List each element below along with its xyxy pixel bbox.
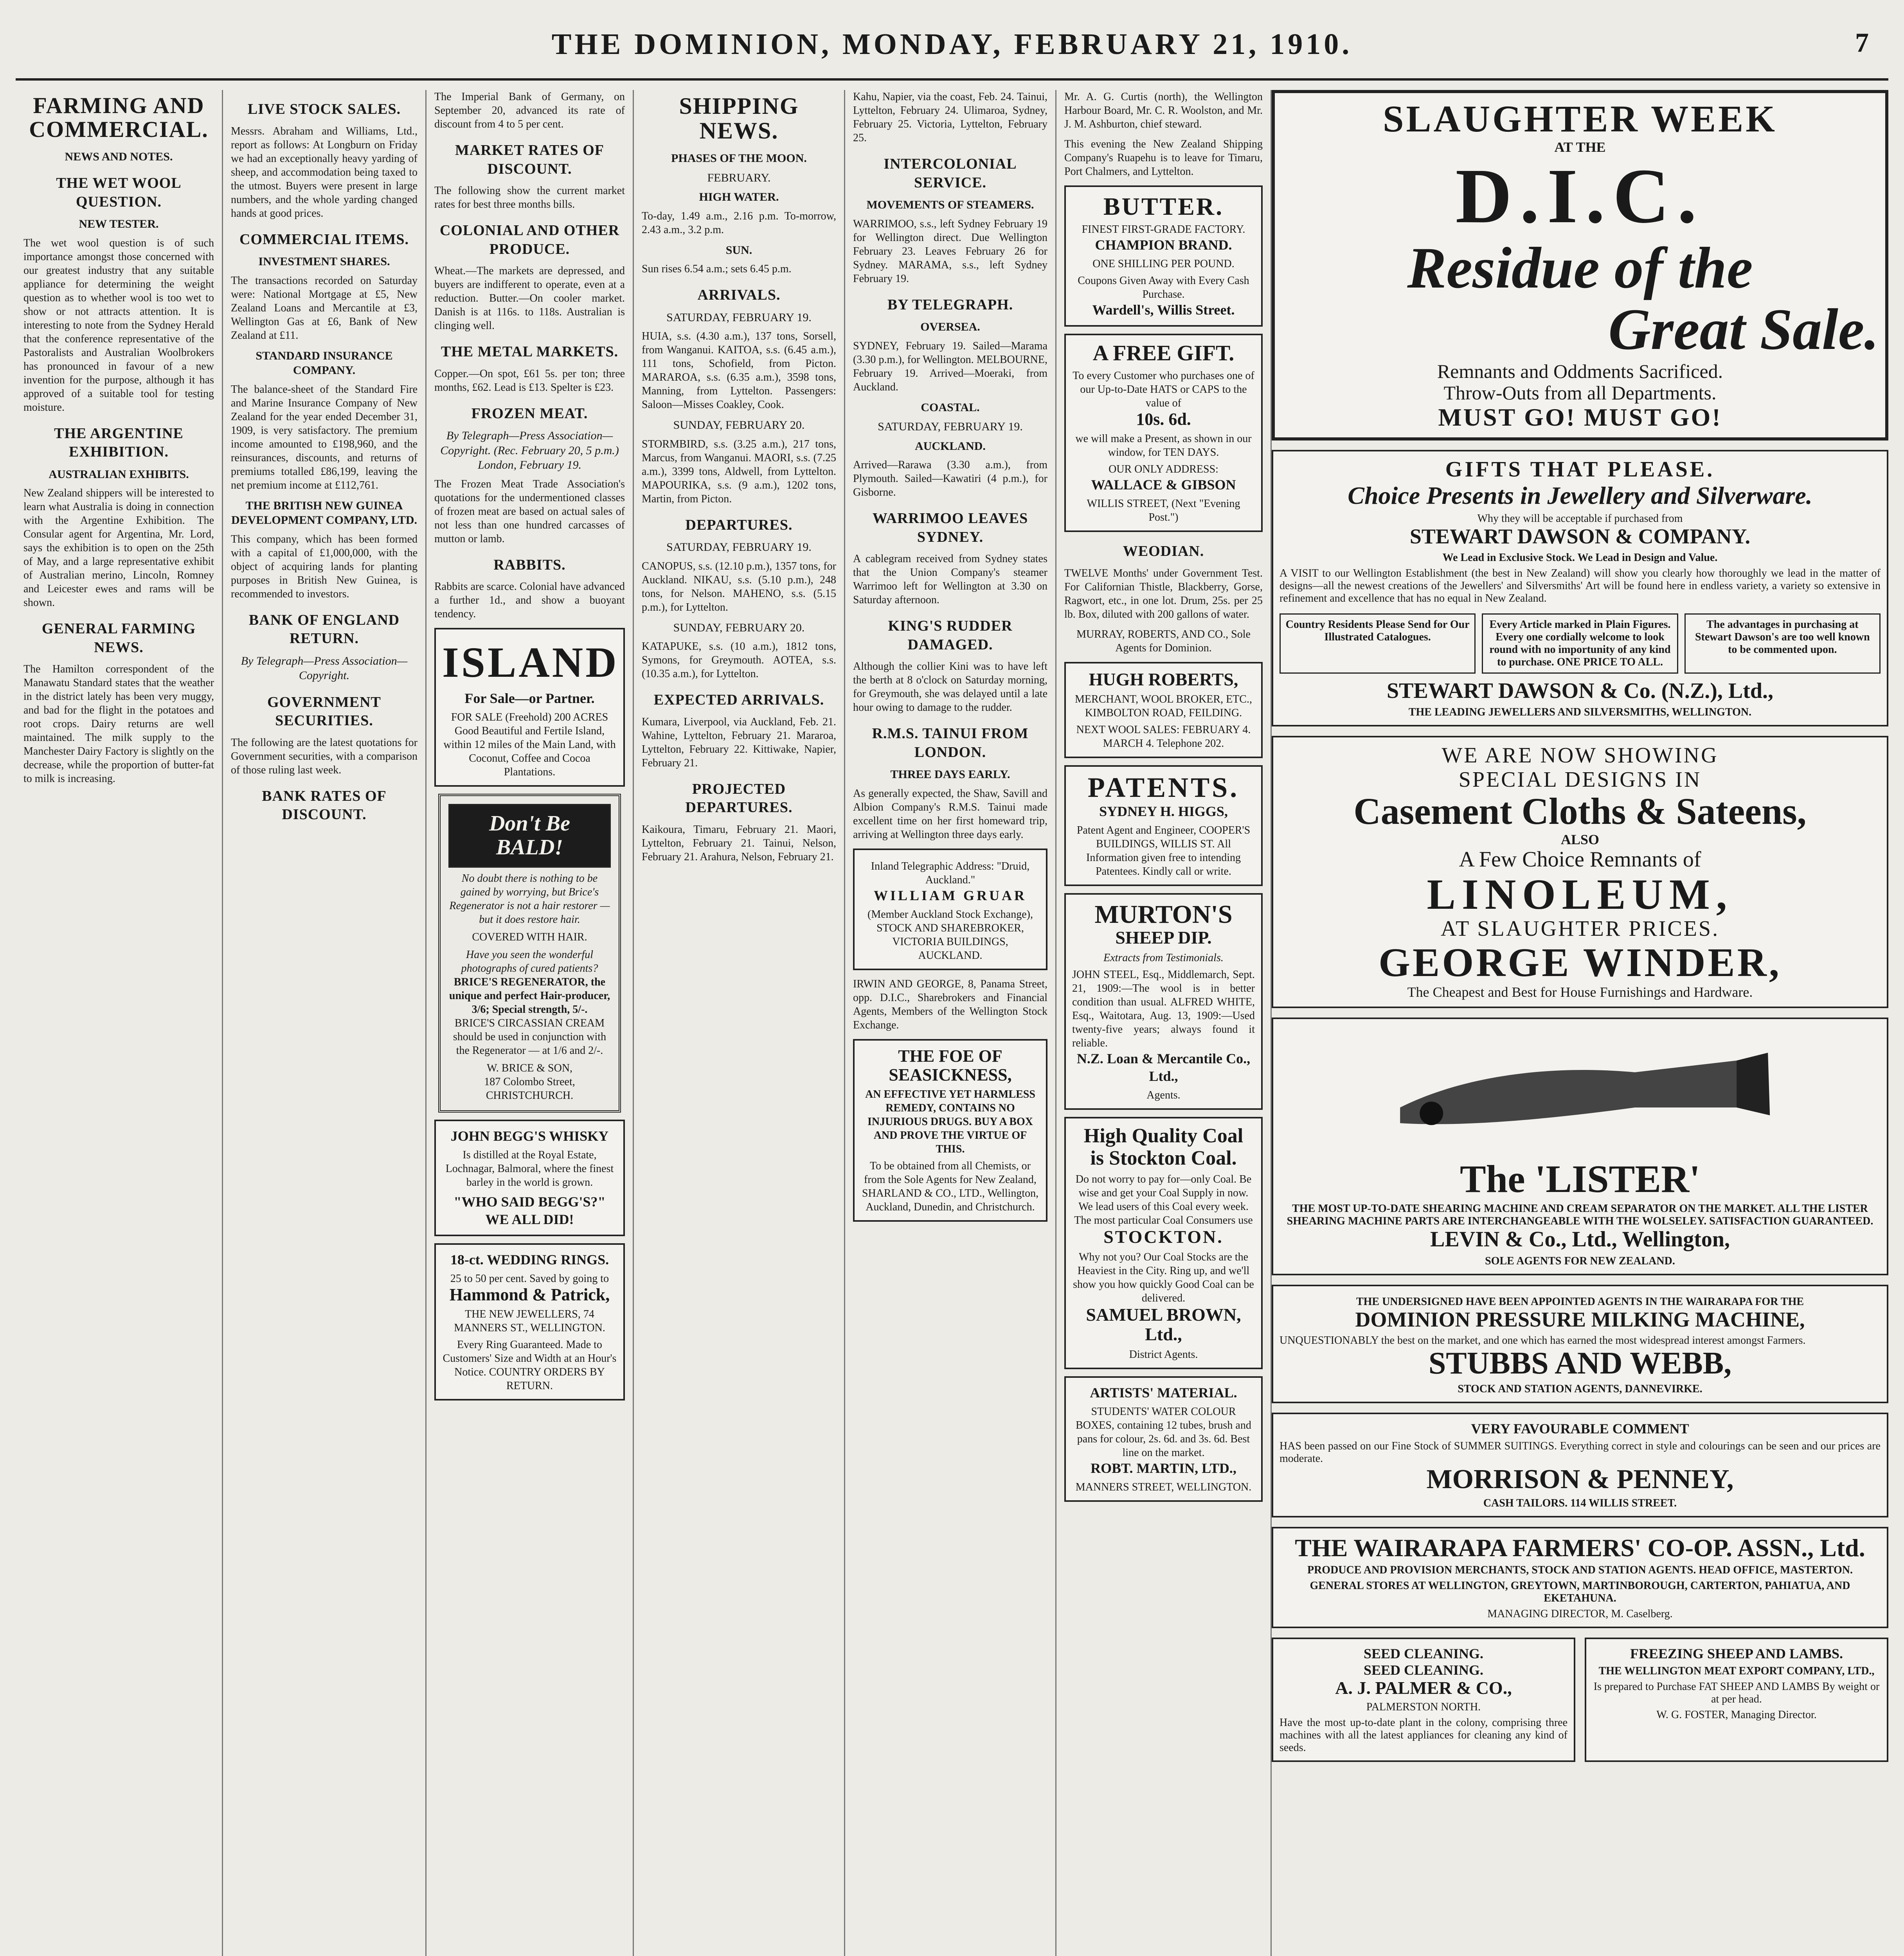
oversea-text: SYDNEY, February 19. Sailed—Marama (3.30 p.m.), for Wellington. MELBOURNE, February 19. Arrived—Moeraki, from Auckland. [853, 340, 1047, 393]
morrison-penney-ad [1272, 1413, 1888, 1517]
patents-title: PATENTS. [1087, 772, 1240, 804]
slaughter-residue: Residue of the [1407, 235, 1753, 300]
high-water-text: To-day, 1.49 a.m., 2.16 p.m. To-morrow, 2.43 a.m., 3.2 p.m. [642, 210, 836, 236]
gifts-why: Why they will be acceptable if purchased from [1477, 512, 1683, 525]
bald-circassian: BRICE'S CIRCASSIAN CREAM should be used in conjunction with the Regenerator — at 1/6 and 2/-. [453, 1017, 606, 1057]
tainui-title: R.M.S. TAINUI FROM LONDON. [872, 725, 1029, 760]
article-body: The following are the latest quotations for Government securities, with a comparison of those ruling last week. [231, 736, 418, 776]
tainui-text: As generally expected, the Shaw, Savill and Albion Company's R.M.S. Tainui made excellent time on her first homeward trip, arriving at Wellington three days early. [853, 787, 1047, 841]
projected-departures-title: PROJECTED DEPARTURES. [685, 780, 793, 816]
article-body: Wheat.—The markets are depressed, and buyers are indifferent to operate, even at a reduction. Butter.—On cooler market. Danish is at 116s. to 118s. Australian is clinging well. [434, 265, 625, 332]
free-gift-ad [1064, 334, 1263, 532]
colonial-produce-title: COLONIAL AND OTHER PRODUCE. [439, 222, 620, 257]
article-body: The Frozen Meat Trade Association's quotations for the undermentioned classes of frozen meat are based on actual sales of not less than one hundred carcasses of mutton or lamb. [434, 478, 625, 545]
irwin-text: IRWIN AND GEORGE, 8, Panama Street, opp. D.I.C., Sharebrokers and Financial Agents, Members of the Wellington Stock Exchange. [853, 978, 1047, 1031]
arrivals-title: ARRIVALS. [697, 287, 781, 303]
slaughter-dic: D.I.C. [1455, 153, 1705, 239]
gruar-ad [853, 849, 1047, 970]
winder-special: SPECIAL DESIGNS IN [1458, 767, 1702, 792]
slaughter-great-sale: Great Sale. [1608, 297, 1879, 362]
hugh-subtitle: MERCHANT, WOOL BROKER, ETC., KIMBOLTON ROAD, FEILDING. [1075, 693, 1252, 719]
movements-title: MOVEMENTS OF STEAMERS. [866, 198, 1034, 211]
auckland-text: Arrived—Rarawa (3.30 a.m.), from Plymouth. Sailed—Kawatiri (4 p.m.), for Gisborne. [853, 459, 1047, 498]
column-text: Mr. A. G. Curtis (north), the Wellington Harbour Board, Mr. C. R. Woolston, and Mr. J. M. Ashburton, chief steward. [1064, 91, 1263, 130]
stockton-coal-ad [1064, 1117, 1263, 1369]
dominion-text: UNQUESTIONABLY the best on the market, and one which has earned the most widespread interest amongst Farmers. [1280, 1334, 1806, 1347]
stockton-text: Why not you? Our Coal Stocks are the Heaviest in the City. Ring up, and we'll show you how quickly Good Coal can be delivered. [1073, 1251, 1254, 1304]
palmer-name: A. J. PALMER & CO., [1335, 1677, 1512, 1698]
butter-coupons: Coupons Given Away with Every Cash Purchase. [1078, 275, 1249, 301]
robt-martin-name: ROBT. MARTIN, LTD., [1091, 1460, 1236, 1476]
island-ad [434, 628, 625, 787]
intercolonial-title: INTERCOLONIAL SERVICE. [884, 156, 1017, 191]
weedian-text: TWELVE Months' under Government Test. For Californian Thistle, Blackberry, Gorse, Ragwort, etc., in one lot. Drum, 25s. per 25 lb. Box, diluted with 200 gallons of water. [1064, 567, 1263, 620]
rings-footer: Every Ring Guaranteed. Made to Customers' Size and Width at an Hour's Notice. COUNTRY ORDERS BY RETURN. [443, 1339, 617, 1392]
three-days-title: THREE DAYS EARLY. [890, 768, 1010, 781]
stewart-boxes [1280, 610, 1881, 674]
article-body: Rabbits are scarce. Colonial have advanced a further 1d., and show a buoyant tendency. [434, 581, 625, 620]
rings-text: 25 to 50 per cent. Saved by going to [450, 1272, 609, 1285]
wardells-name: Wardell's, Willis Street. [1092, 302, 1235, 318]
article-body: The Hamilton correspondent of the Manawatu Standard states that the weather in the district lately has been very muggy, and bad for the flight in the potatoes and root crops. Dairy returns are well maintained. The milk supply to the Manchester Dairy Factory is slightly on the decrease, while the proportion of butter-fat to milk is increasing. [23, 663, 214, 785]
stockton-title: STOCKTON. [1103, 1227, 1224, 1247]
stewart-company-subtitle: THE LEADING JEWELLERS AND SILVERSMITHS, WELLINGTON. [1408, 706, 1752, 719]
bald-address: 187 Colombo Street, CHRISTCHURCH. [484, 1075, 575, 1102]
freezing-foster: W. G. FOSTER, Managing Director. [1656, 1708, 1817, 1721]
palmer-subtitle: PALMERSTON NORTH. [1366, 1701, 1481, 1713]
sunday-arrivals-text: STORMBIRD, s.s. (3.25 a.m.), 217 tons, Marcus, from Wanganui. MAORI, s.s. (7.25 a.m.), 3399 tons, Aldwell, from Lyttelton. MAPOURIKA, s.s. (9 a.m.), 1202 tons, Martin, from Picton. [642, 438, 836, 505]
rabbits-title: RABBITS. [493, 556, 566, 573]
metal-markets-title: THE METAL MARKETS. [441, 343, 619, 360]
palmer-seed-ad [1272, 1638, 1575, 1762]
island-text: FOR SALE (Freehold) 200 ACRES Good Beautiful and Fertile Island, within 12 miles of the Main Land, with Coconut, Coffee and Cocoa Plantations. [443, 711, 616, 778]
morrison-intro: VERY FAVOURABLE COMMENT [1471, 1421, 1689, 1436]
gifts-title: GIFTS THAT PLEASE. [1445, 457, 1715, 482]
samuel-brown-name: SAMUEL BROWN, Ltd., [1086, 1304, 1241, 1345]
freezing-company: THE WELLINGTON MEAT EXPORT COMPANY, LTD., [1598, 1665, 1875, 1677]
stubbs-subtitle: STOCK AND STATION AGENTS, DANNEVIRKE. [1458, 1383, 1702, 1395]
arrivals-date: SATURDAY, FEBRUARY 19. [666, 311, 812, 324]
arrivals-text: HUIA, s.s. (4.30 a.m.), 137 tons, Sorsell, from Wanganui. KAITOA, s.s. (6.45 a.m.), 111 tons, Schofield, from Picton. MARAROA, s.s. (6.35 a.m.), 3598 tons, Manning, from Lyttelton. Passengers: Saloon—Misses Coakley, Cook. [642, 330, 836, 411]
freezing-title: FREEZING SHEEP AND LAMBS. [1630, 1645, 1843, 1661]
movements-text: WARRIMOO, s.s., left Sydney February 19 for Wellington direct. Due Wellington February 23. Leaves February 26 for Sydney. MARAMA, s.s., left Sydney February 19. [853, 218, 1047, 285]
gifts-subtitle: Choice Presents in Jewellery and Silverware. [1348, 481, 1812, 509]
winder-name: GEORGE WINDER, [1379, 940, 1782, 985]
wfca-manager: MANAGING DIRECTOR, M. Caselberg. [1487, 1607, 1673, 1620]
stewart-box-advantages: The advantages in purchasing at Stewart Dawson's are too well known to be commented upon. [1684, 613, 1881, 674]
rings-company: Hammond & Patrick, [449, 1285, 610, 1304]
column-farming [16, 90, 223, 1956]
winder-prices: AT SLAUGHTER PRICES. [1440, 917, 1720, 941]
brice-ad [438, 794, 621, 1113]
market-rates-title: MARKET RATES OF DISCOUNT. [455, 142, 604, 177]
bank-of-england-title: BANK OF ENGLAND RETURN. [248, 611, 400, 647]
new-guinea-title: THE BRITISH NEW GUINEA DEVELOPMENT COMPANY, LTD. [231, 499, 418, 527]
freezing-text: Is prepared to Purchase FAT SHEEP AND LAMBS By weight or at per head. [1593, 1680, 1880, 1705]
artists-text: STUDENTS' WATER COLOUR BOXES, containing 12 tubes, brush and pans for colour, 2s. 6d. and 3s. 6d. Best line on the market. [1076, 1405, 1251, 1459]
bald-text: No doubt there is nothing to be gained by worrying, but Brice's Regenerator is not a hair restorer — but it does restore hair. [449, 872, 610, 926]
stewart-text: A VISIT to our Wellington Establishment (the best in New Zealand) will show you clearly how thoroughly we lead in the matter of designs—all the newest creations of the Jewellers' and Silversmiths' Art will be found here in endless variety, a variety so extensive in refinement and excellence that has no equal in New Zealand. [1280, 567, 1881, 604]
bald-company: W. BRICE & SON, [486, 1062, 573, 1074]
coal-title: High Quality Coal [1083, 1124, 1244, 1147]
by-telegraph-title: BY TELEGRAPH. [887, 296, 1013, 313]
departures-title: DEPARTURES. [685, 516, 793, 533]
hugh-name: HUGH ROBERTS, [1089, 669, 1238, 689]
stewart-box-prices: Every Article marked in Plain Figures. Every one cordially welcome to look round with no importunity of any kind to purchase. ONE PRICE TO ALL. [1482, 613, 1678, 674]
commercial-items-title: COMMERCIAL ITEMS. [239, 231, 409, 248]
artists-material-ad [1064, 1376, 1263, 1502]
winder-linoleum: LINOLEUM, [1427, 870, 1733, 918]
patents-subtitle: Patent Agent and Engineer, COOPER'S BUILDINGS, WILLIS ST. All Information given free to intending Patentees. Kindly call or write. [1076, 824, 1251, 877]
sunday-departures-text: KATAPUKE, s.s. (10 a.m.), 1812 tons, Symons, for Greymouth. AOTEA, s.s. (10.35 a.m.), for Lyttelton. [642, 640, 836, 680]
bottom-ads-row [1272, 1638, 1888, 1762]
winder-showing: WE ARE NOW SHOWING [1441, 743, 1719, 768]
gift-text: To every Customer who purchases one of our Up-to-Date HATS or CAPS to the value of [1073, 369, 1254, 409]
standard-insurance-title: STANDARD INSURANCE COMPANY. [256, 349, 393, 377]
island-subtitle: For Sale—or Partner. [464, 690, 595, 706]
article-body: Messrs. Abraham and Williams, Ltd., report as follows: At Longburn on Friday we had an exceptionally heavy yarding of sheep, and accommodation being taxed to the utmost. Buyers were present in large numbers, and the whole yarding changed hands at good prices. [231, 125, 418, 219]
murton-company: N.Z. Loan & Mercantile Co., Ltd., [1076, 1050, 1251, 1084]
lister-agents: SOLE AGENTS FOR NEW ZEALAND. [1485, 1255, 1675, 1267]
sunday-departures-date: SUNDAY, FEBRUARY 20. [673, 621, 805, 634]
gift-footer: we will make a Present, as shown in our window, for TEN DAYS. [1075, 433, 1252, 459]
murton-text: JOHN STEEL, Esq., Middlemarch, Sept. 21, 1909:—The wool is in better condition than usual. ALFRED WHITE, Esq., Waitotara, Aug. 13, 1909:—Used twenty-five years; always found it reliable. [1072, 968, 1255, 1049]
slaughter-week-ad [1272, 90, 1888, 440]
george-winder-ad [1272, 736, 1888, 1008]
lister-company: LEVIN & Co., Ltd., Wellington, [1430, 1227, 1730, 1252]
bald-regenerator: BRICE'S REGENERATOR, the unique and perfect Hair-producer, 3/6; Special strength, 5/-. [449, 976, 610, 1016]
masthead [0, 27, 1904, 74]
lister-text: THE MOST UP-TO-DATE SHEARING MACHINE AND CREAM SEPARATOR ON THE MARKET. ALL THE LISTER SHEARING MACHINE PARTS ARE INTERCHANGEABLE WITH THE WOLSELEY. SATISFACTION GUARANTEED. [1287, 1203, 1873, 1228]
article-body: The following show the current market rates for best three months bills. [434, 185, 625, 210]
patents-name: SYDNEY H. HIGGS, [1099, 803, 1228, 819]
whisky-text: Is distilled at the Royal Estate, Lochnagar, Balmoral, where the finest barley in the world is grown. [445, 1149, 614, 1188]
oversea-title: OVERSEA. [920, 320, 980, 333]
ports-text: Kahu, Napier, via the coast, Feb. 24. Tainui, Lyttelton, February 24. Ulimaroa, Sydney, February 25. Victoria, Lyttelton, February 25. [853, 91, 1047, 144]
frozen-meat-title: FROZEN MEAT. [471, 405, 588, 422]
frozen-meat-subtitle: By Telegraph—Press Association—Copyright. (Rec. February 20, 5 p.m.) London, February 19. [440, 429, 619, 471]
kini-title: KING'S RUDDER DAMAGED. [888, 618, 1013, 653]
dominion-title: DOMINION PRESSURE MILKING MACHINE, [1355, 1307, 1805, 1331]
slaughter-title: SLAUGHTER WEEK [1383, 98, 1777, 140]
wallace-subtitle: WILLIS STREET, (Next "Evening Post.") [1087, 498, 1240, 524]
right-advertisements [1272, 90, 1888, 1956]
rings-title: 18-ct. WEDDING RINGS. [450, 1251, 609, 1267]
auckland-title: AUCKLAND. [915, 439, 986, 453]
live-stock-title: LIVE STOCK SALES. [247, 101, 401, 117]
expected-arrivals-text: Kumara, Liverpool, via Auckland, Feb. 21. Wahine, Lyttelton, February 21. Mararoa, Lyttelton, February 22. Kittiwake, Napier, February 21. [642, 716, 836, 769]
samuel-brown-subtitle: District Agents. [1129, 1348, 1198, 1361]
butter-ad [1064, 185, 1263, 327]
murton-extracts: Extracts from Testimonials. [1103, 951, 1224, 964]
article-body: The transactions recorded on Saturday were: National Mortgage at £5, New Zealand Loans and Mercantile at £3, Wellington Gas at £6, Bank of New Zealand at £11. [231, 274, 418, 342]
coal-subtitle: is Stockton Coal. [1090, 1147, 1237, 1169]
dominion-intro: THE UNDERSIGNED HAVE BEEN APPOINTED AGENTS IN THE WAIRARAPA FOR THE [1356, 1295, 1804, 1308]
winder-casement: Casement Cloths & Sateens, [1353, 790, 1807, 832]
seasickness-ad [853, 1039, 1047, 1222]
begg-whisky-ad [434, 1120, 625, 1236]
shearing-handpiece-illustration [1310, 1029, 1850, 1154]
winder-few: A Few Choice Remnants of [1459, 847, 1701, 872]
hugh-roberts-ad [1064, 662, 1263, 759]
butter-title: BUTTER. [1103, 192, 1224, 220]
winder-also: ALSO [1560, 832, 1600, 848]
high-water-title: HIGH WATER. [699, 191, 779, 203]
inland-telegraph: Inland Telegraphic Address: "Druid, Auckland." [871, 860, 1030, 886]
projected-departures-text: Kaikoura, Timaru, February 21. Maori, Lyttelton, February 21. Tainui, Nelson, February 21. Arahura, Nelson, February 21. [642, 823, 836, 863]
artists-title: ARTISTS' MATERIAL. [1090, 1384, 1237, 1400]
murton-subtitle: SHEEP DIP. [1115, 928, 1212, 948]
stubbs-name: STUBBS AND WEBB, [1428, 1346, 1732, 1381]
phases-title: PHASES OF THE MOON. [671, 152, 807, 165]
rings-subtitle: THE NEW JEWELLERS, 74 MANNERS ST., WELLINGTON. [454, 1308, 605, 1334]
foe-text: AN EFFECTIVE YET HARMLESS REMEDY, CONTAINS NO INJURIOUS DRUGS. BUY A BOX AND PROVE THE VIRTUE OF THIS. [865, 1088, 1035, 1156]
article-body: Copper.—On spot, £61 5s. per ton; three months, £62. Lead is £13. Spelter is £23. [434, 367, 625, 394]
bank-rates-title: BANK RATES OF DISCOUNT. [262, 787, 387, 823]
sun-text: Sun rises 6.54 a.m.; sets 6.45 p.m. [642, 263, 792, 275]
newspaper-masthead: THE DOMINION, MONDAY, FEBRUARY 21, 1910. [551, 28, 1353, 61]
lister-ad [1272, 1018, 1888, 1275]
page-number: 7 [1855, 28, 1869, 58]
dominion-milking-ad [1272, 1285, 1888, 1403]
slaughter-at: AT THE [1554, 139, 1606, 155]
phases-month: FEBRUARY. [707, 171, 771, 184]
butter-subtitle: FINEST FIRST-GRADE FACTORY. [1082, 223, 1245, 236]
butter-brand: CHAMPION BRAND. [1095, 237, 1232, 253]
foe-title: THE FOE OF SEASICKNESS, [889, 1046, 1012, 1084]
shearing-handpiece-icon [1310, 1029, 1850, 1154]
investment-title: INVESTMENT SHARES. [258, 255, 390, 268]
departures-text: CANOPUS, s.s. (12.10 p.m.), 1357 tons, for Auckland. NIKAU, s.s. (5.10 p.m.), 248 tons, for Nelson. MAHENO, s.s. (5.15 p.m.), for Lyttelton. [642, 560, 836, 613]
wairarapa-farmers-ad [1272, 1527, 1888, 1628]
article-subtitle: AUSTRALIAN EXHIBITS. [49, 467, 189, 481]
robt-martin-subtitle: MANNERS STREET, WELLINGTON. [1075, 1481, 1252, 1493]
murton-title: MURTON'S [1094, 900, 1233, 929]
murton-sheep-dip-ad [1064, 893, 1263, 1110]
kini-text: Although the collier Kini was to have left the berth at 8 o'clock on Saturday morning, for Greymouth, she was delayed until a late hour owing to damage to the rudder. [853, 660, 1047, 714]
patents-ad [1064, 765, 1263, 886]
warrimoo-title: WARRIMOO LEAVES SYDNEY. [872, 510, 1028, 545]
news-notes-heading: NEWS AND NOTES. [65, 150, 173, 163]
lister-title: The 'LISTER' [1459, 1157, 1701, 1201]
column-intercolonial [845, 90, 1056, 1956]
morrison-subtitle: CASH TAILORS. 114 WILLIS STREET. [1483, 1497, 1677, 1509]
column-markets [427, 90, 634, 1956]
wfca-subtitle: PRODUCE AND PROVISION MERCHANTS, STOCK AND STATION AGENTS. HEAD OFFICE, MASTERTON. [1307, 1564, 1853, 1576]
shipping-title: SHIPPING NEWS. [679, 93, 799, 144]
bank-subtitle: By Telegraph—Press Association—Copyright. [241, 654, 408, 682]
bald-title: Don't Be BALD! [489, 811, 570, 860]
article-body: The balance-sheet of the Standard Fire and Marine Insurance Company of New Zealand for the year ended December 31, 1909, is very satisfactory. The premium income amounted to £198,960, and the reinsurances, discounts, and returns of premiums totalled £86,199, leaving the net premium income at £112,761. [231, 383, 418, 491]
article-body: The wet wool question is of such importance amongst those concerned with our greatest industry that any suitable appliance for determining the weight question as to whether wool is too wet to show or not attracts attention. It is interesting to note from the Sydney Herald that the conference representative of the Pastoralists and Australian Woolbrokers has pronounced in favour of a new invention for the purpose, although it has approved of a suitable tool for testing moisture. [23, 237, 214, 413]
whisky-tagline: "WHO SAID BEGG'S?" WE ALL DID! [454, 1194, 606, 1227]
expected-arrivals-title: EXPECTED ARRIVALS. [653, 692, 824, 708]
slaughter-must-go: MUST GO! MUST GO! [1438, 403, 1722, 431]
gov-securities-title: GOVERNMENT SECURITIES. [267, 694, 381, 729]
article-title-argentine: THE ARGENTINE EXHIBITION. [54, 425, 184, 460]
wallace-address-label: OUR ONLY ADDRESS: [1109, 463, 1218, 476]
bald-covered: COVERED WITH HAIR. [472, 931, 587, 943]
masthead-rule [16, 78, 1888, 81]
seed-title: SEED CLEANING. [1363, 1645, 1484, 1661]
coastal-title: COASTAL. [921, 401, 980, 414]
wfca-stores: GENERAL STORES AT WELLINGTON, GREYTOWN, MARTINBOROUGH, CARTERTON, PAHIATUA, AND EKETAHUNA. [1310, 1579, 1850, 1604]
sunday-arrivals-date: SUNDAY, FEBRUARY 20. [673, 419, 805, 431]
coastal-date: SATURDAY, FEBRUARY 19. [878, 420, 1023, 433]
gruar-subtitle: (Member Auckland Stock Exchange), STOCK AND SHAREBROKER, VICTORIA BUILDINGS, AUCKLAND. [867, 908, 1033, 962]
morrison-name: MORRISON & PENNEY, [1426, 1464, 1734, 1494]
gruar-name: WILLIAM GRUAR [873, 887, 1027, 903]
palmer-text: Have the most up-to-date plant in the colony, comprising three machines with all the latest appliances for cleaning any kind of seeds. [1280, 1717, 1567, 1754]
stewart-company: STEWART DAWSON & Co. (N.Z.), Ltd., [1386, 678, 1774, 703]
article-subtitle: NEW TESTER. [79, 218, 159, 231]
hugh-sales: NEXT WOOL SALES: FEBRUARY 4. MARCH 4. Telephone 202. [1076, 724, 1251, 750]
gift-title: A FREE GIFT. [1092, 341, 1235, 366]
article-title-wet-wool: THE WET WOOL QUESTION. [56, 175, 182, 210]
wedding-rings-ad [434, 1243, 625, 1400]
bald-banner [448, 804, 611, 868]
departures-date: SATURDAY, FEBRUARY 19. [666, 541, 812, 554]
slaughter-throw-outs: Throw-Outs from all Departments. [1443, 381, 1717, 404]
section-title: FARMING AND COMMERCIAL. [29, 93, 209, 142]
morrison-text: HAS been passed on our Fine Stock of SUMMER SUITINGS. Everything correct in style and colourings can be seen and our prices are moderate. [1280, 1440, 1881, 1465]
whisky-title: JOHN BEGG'S WHISKY [450, 1128, 609, 1144]
weedian-title: WEODIAN. [1123, 543, 1204, 560]
slaughter-remnants: Remnants and Oddments Sacrificed. [1437, 360, 1723, 382]
stewart-lead: We Lead in Exclusive Stock. We Lead in Design and Value. [1442, 551, 1718, 564]
warrimoo-text: A cablegram received from Sydney states that the Union Company's steamer Warrimoo left for Wellington at 3.30 on Saturday afternoon. [853, 553, 1047, 606]
article-body: The Imperial Bank of Germany, on September 20, advanced its rate of discount from 4 to 5 per cent. [434, 91, 625, 130]
wfca-title: THE WAIRARAPA FARMERS' CO-OP. ASSN., Ltd. [1295, 1534, 1865, 1562]
wallace-name: WALLACE & GIBSON [1091, 477, 1236, 493]
bald-photos: Have you seen the wonderful photographs of cured patients? [461, 948, 598, 974]
column-text: This evening the New Zealand Shipping Company's Ruapehu is to leave for Timaru, Port Chalmers, and Lyttelton. [1064, 138, 1263, 178]
stewart-dawson-ad [1272, 450, 1888, 726]
column-commercial [223, 90, 427, 1956]
murton-agents: Agents. [1146, 1089, 1181, 1101]
freezing-ad [1585, 1638, 1888, 1762]
butter-price: ONE SHILLING PER POUND. [1092, 258, 1235, 270]
column-shipping [634, 90, 845, 1956]
foe-footer: To be obtained from all Chemists, or from the Sole Agents for New Zealand, SHARLAND & CO., LTD., Wellington, Auckland, Dunedin, and Christchurch. [862, 1160, 1039, 1214]
seed-subtitle: SEED CLEANING. [1363, 1662, 1484, 1678]
gift-price: 10s. 6d. [1136, 409, 1191, 429]
article-body: New Zealand shippers will be interested to learn what Australia is doing in connection with the Argentine Exhibition. The Consular agent for Argentina, Mr. Lord, says the exhibition is to open on the 25th of May, and a large representative exhibit of Australian merino, Lincoln, Romney and Leicester ewes and rams will be shown. [23, 487, 214, 609]
island-title: ISLAND [442, 638, 619, 686]
coal-text: Do not worry to pay for—only Coal. Be wise and get your Coal Supply in now. We lead users of this Coal every week. The most particular Coal Consumers use [1074, 1173, 1253, 1227]
winder-subtitle: The Cheapest and Best for House Furnishings and Hardware. [1407, 984, 1753, 1000]
stewart-name: STEWART DAWSON & COMPANY. [1409, 525, 1751, 548]
stewart-box-catalogues: Country Residents Please Send for Our Illustrated Catalogues. [1280, 613, 1476, 674]
article-body: This company, which has been formed with a capital of £1,000,000, with the object of acquiring lands for planting purposes in British New Guinea, is recommended to investors. [231, 533, 418, 600]
column-advertisements [1056, 90, 1272, 1956]
weedian-agents: MURRAY, ROBERTS, AND CO., Sole Agents for Dominion. [1076, 628, 1251, 654]
article-title-farming-news: GENERAL FARMING NEWS. [41, 620, 196, 656]
sun-title: SUN. [725, 243, 752, 257]
